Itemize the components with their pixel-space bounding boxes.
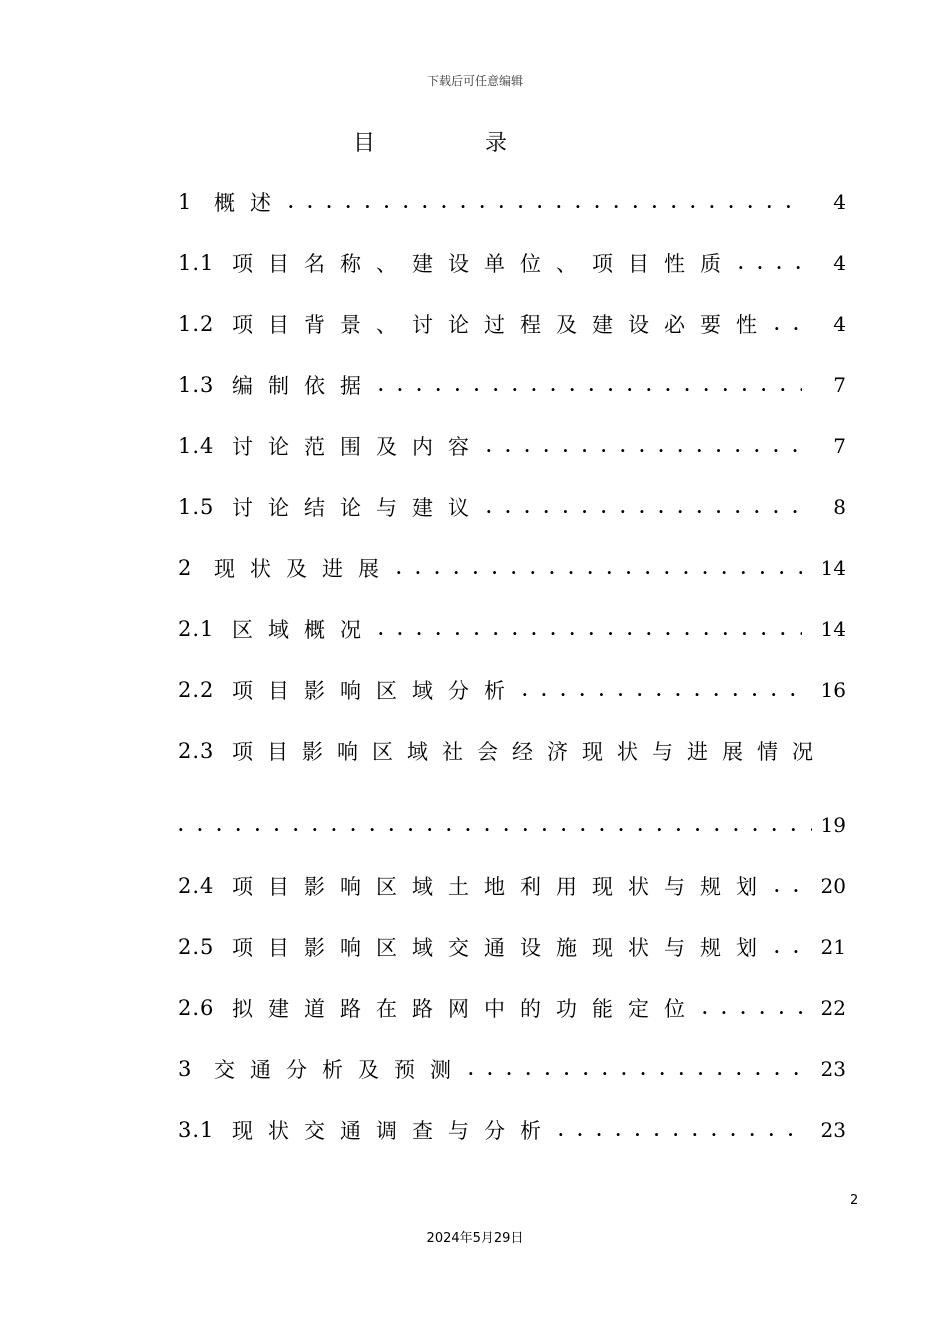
toc-entry-number: 1.1 — [178, 251, 215, 275]
toc-entry-number: 2.2 — [178, 678, 215, 702]
toc-entry-page: 8 — [833, 495, 846, 519]
toc-entry-page: 14 — [820, 617, 846, 641]
toc-entry-title: 讨论范围及内容 — [232, 435, 484, 459]
toc-entry-2-3-continuation[interactable] — [178, 809, 846, 841]
toc-entry-page: 23 — [820, 1118, 846, 1142]
toc-entry-page: 19 — [820, 813, 846, 837]
toc-entry-2-5[interactable] — [178, 931, 846, 963]
toc-leader-dots — [774, 938, 802, 957]
toc-entry-number: 1.5 — [178, 495, 215, 519]
toc-entry-page: 7 — [833, 434, 846, 458]
toc-entry-number: 2 — [178, 556, 193, 580]
toc-entry-number: 1.2 — [178, 312, 215, 336]
toc-entry-2-6[interactable] — [178, 992, 846, 1024]
toc-entry-number: 2.4 — [178, 874, 215, 898]
toc-entry-page: 4 — [833, 190, 846, 214]
toc-leader-dots — [522, 681, 802, 700]
toc-leader-dots — [288, 193, 802, 212]
toc-entry-1-1[interactable] — [178, 247, 846, 279]
toc-entry-number: 2.6 — [178, 996, 215, 1020]
toc-entry-number: 2.1 — [178, 617, 215, 641]
toc-entry-number: 1 — [178, 190, 193, 214]
toc-entry-number: 3.1 — [178, 1118, 215, 1142]
toc-entry-title: 现状及进展 — [214, 557, 394, 581]
toc-entry-number: 3 — [178, 1057, 193, 1081]
toc-entry-title: 编制依据 — [232, 374, 376, 398]
toc-entry-2-4[interactable] — [178, 870, 846, 902]
toc-entry-page: 7 — [833, 373, 846, 397]
toc-entry-page: 20 — [820, 874, 846, 898]
toc-entry-title: 区域概况 — [232, 618, 376, 642]
toc-entry-page: 14 — [820, 556, 846, 580]
toc-leader-dots — [378, 376, 802, 395]
toc-leader-dots — [486, 437, 802, 456]
toc-entry-title: 项目影响区域社会经济现状与进展情况 — [232, 740, 827, 764]
toc-entry-title: 现状交通调查与分析 — [232, 1119, 556, 1143]
toc-entry-1-4[interactable] — [178, 430, 846, 462]
toc-leader-dots — [702, 999, 802, 1018]
toc-entry-2-1[interactable] — [178, 613, 846, 645]
toc-entry-title: 项目影响区域交通设施现状与规划 — [232, 936, 772, 960]
toc-entry-3[interactable] — [178, 1053, 846, 1085]
toc-entry-title: 交通分析及预测 — [214, 1058, 466, 1082]
toc-entry-1[interactable] — [178, 186, 846, 218]
toc-entry-1-2[interactable] — [178, 308, 846, 340]
toc-entry-title: 项目背景、讨论过程及建设必要性 — [232, 313, 772, 337]
toc-entry-page: 23 — [820, 1057, 846, 1081]
toc-leader-dots — [396, 559, 802, 578]
toc-leader-dots — [178, 816, 812, 835]
toc-entry-page: 4 — [833, 312, 846, 336]
toc-entry-title: 项目影响区域分析 — [232, 679, 520, 703]
toc-entry-2-2[interactable] — [178, 674, 846, 706]
toc-entry-title: 概述 — [214, 191, 286, 215]
toc-entry-2-3[interactable] — [178, 735, 846, 767]
toc-leader-dots — [774, 877, 802, 896]
toc-entry-title: 项目名称、建设单位、项目性质 — [232, 252, 736, 276]
toc-leader-dots — [558, 1121, 802, 1140]
toc-entry-title: 讨论结论与建议 — [232, 496, 484, 520]
toc-entry-1-3[interactable] — [178, 369, 846, 401]
toc-entry-number: 1.4 — [178, 434, 215, 458]
toc-title: 目录 — [352, 131, 617, 156]
footer-date: 2024年5月29日 — [426, 1231, 524, 1246]
toc-leader-dots — [774, 315, 802, 334]
toc-entry-page: 21 — [820, 935, 846, 959]
toc-entry-number: 1.3 — [178, 373, 215, 397]
toc-entry-page: 16 — [820, 678, 846, 702]
toc-entry-title: 拟建道路在路网中的功能定位 — [232, 997, 700, 1021]
toc-entry-number: 2.5 — [178, 935, 215, 959]
toc-leader-dots — [486, 498, 802, 517]
toc-entry-1-5[interactable] — [178, 491, 846, 523]
toc-entry-page: 4 — [833, 251, 846, 275]
toc-entry-2[interactable] — [178, 552, 846, 584]
toc-entry-page: 22 — [820, 996, 846, 1020]
toc-leader-dots — [378, 620, 802, 639]
toc-entry-title: 项目影响区域土地利用现状与规划 — [232, 875, 772, 899]
toc-leader-dots — [738, 254, 802, 273]
toc-entry-3-1[interactable] — [178, 1114, 846, 1146]
page-number: 2 — [850, 1193, 859, 1208]
toc-entry-number: 2.3 — [178, 739, 215, 763]
toc-leader-dots — [468, 1060, 802, 1079]
header-note: 下载后可任意编辑 — [426, 74, 523, 88]
